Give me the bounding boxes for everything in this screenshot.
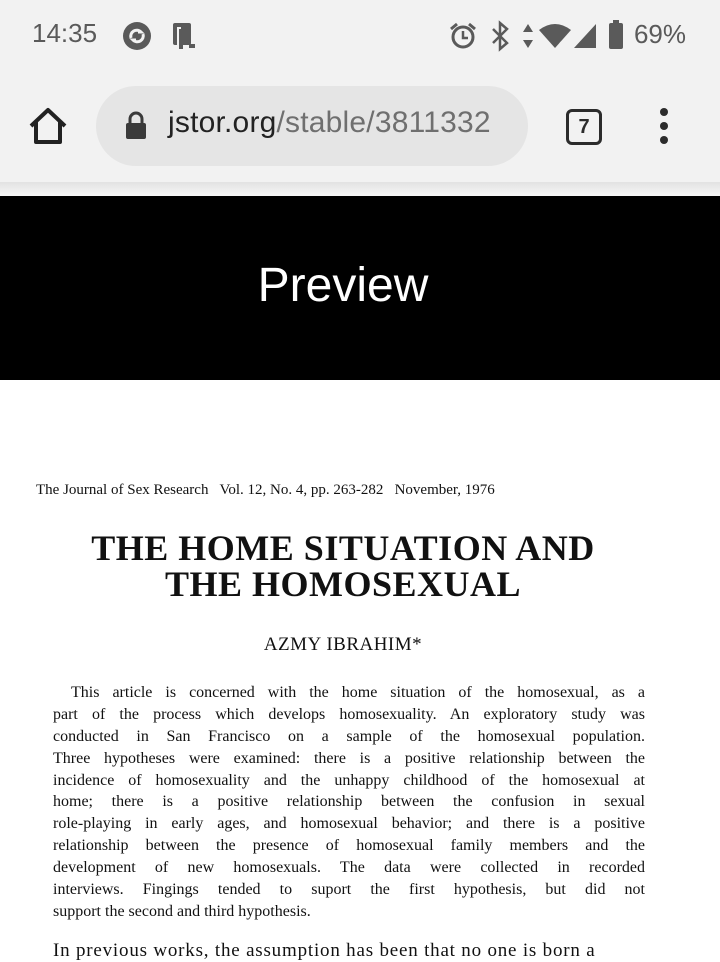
url-path: /stable/3811332: [276, 106, 491, 139]
battery-percent: 69%: [633, 19, 686, 49]
journal-volume: Vol. 12, No. 4, pp. 263-282: [219, 482, 384, 498]
wifi-badge: 4: [557, 40, 564, 50]
abstract-line: role-playing in early ages, and homosexual behavior; and there is a positive: [53, 815, 645, 833]
document-page: [0, 380, 720, 961]
journal-citation: [36, 482, 495, 499]
abstract-line: interviews. Fingings tended to suport the first hypothesis, but did not: [53, 881, 645, 899]
url-domain: jstor.org: [168, 106, 277, 139]
status-time: 14:35: [32, 18, 98, 48]
wifi-icon: [537, 22, 573, 50]
abstract-line: Three hypotheses were examined: there is a positive relationship between the: [53, 749, 645, 767]
status-bar: [0, 0, 720, 72]
sync-app-icon: [122, 21, 152, 51]
tab-switcher-button[interactable]: 7: [566, 109, 602, 145]
article-author: AZMY IBRAHIM*: [263, 634, 423, 655]
abstract-line: home; there is a positive relationship between the confusion in sexual: [53, 793, 645, 811]
abstract-line: This article is concerned with the home situation of the homosexual, as a: [71, 684, 645, 701]
url-text[interactable]: [168, 106, 491, 140]
toolbar-divider: [0, 182, 720, 196]
body-text-start: In previous works, the assumption has been that no one is born a: [53, 940, 596, 961]
battery-icon: [607, 19, 625, 51]
journal-date: November, 1976: [394, 482, 495, 498]
preview-label: Preview: [257, 259, 429, 312]
title-line: THE HOMOSEXUAL: [164, 564, 522, 604]
browser-toolbar: [0, 72, 720, 182]
abstract-line: conducted in San Francisco on a sample of the homosexual population.: [53, 727, 645, 745]
overflow-menu-icon[interactable]: [650, 106, 678, 146]
address-bar[interactable]: [96, 86, 528, 166]
alarm-icon: [448, 21, 478, 51]
home-icon[interactable]: [26, 104, 70, 148]
lock-icon: [124, 111, 148, 141]
abstract-line: incidence of homosexuality and the unhappy childhood of the homosexual at: [53, 771, 645, 789]
abstract-line: support the second and third hypothesis.: [53, 902, 311, 920]
signal-icon: [572, 22, 598, 50]
bluetooth-icon: [488, 20, 512, 52]
journal-name: The Journal of Sex Research: [36, 482, 209, 498]
abstract-line: part of the process which develops homosexuality. An exploratory study was: [53, 705, 645, 723]
article-title: [0, 530, 686, 602]
abstract-line: development of new homosexuals. The data were collected in recorded: [53, 859, 645, 877]
screen-cast-icon: [166, 20, 198, 52]
title-line: THE HOME SITUATION AND: [91, 528, 595, 568]
abstract: [53, 682, 645, 923]
data-arrows-icon: [520, 20, 536, 52]
preview-banner: [0, 196, 720, 380]
abstract-line: relationship between the presence of homosexual family members and the: [53, 837, 645, 855]
